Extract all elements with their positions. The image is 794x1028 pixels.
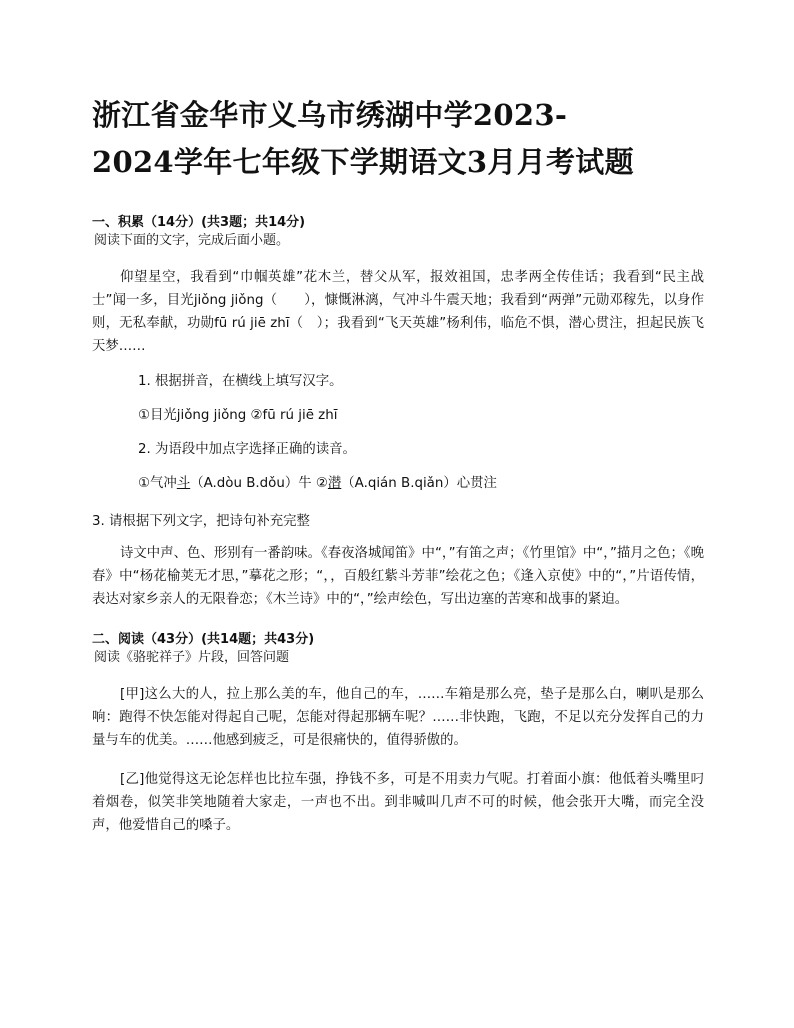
q2-post: （A.qián B.qiǎn）心贯注 [341,476,497,491]
question-1: 1. 根据拼音，在横线上填写汉字。 [138,374,343,389]
section-2-heading: 二、阅读（43分）(共14题；共43分) [92,632,315,647]
section-1-instruction: 阅读下面的文字，完成后面小题。 [94,233,290,248]
title-line-2: 2024学年七年级下学期语文3月月考试题 [92,145,634,179]
document-page [92,92,704,837]
section-1-passage: 仰望星空，我看到“巾帼英雄”花木兰，替父从军，报效祖国，忠孝两全传佳话；我看到“民主战士”闻一多，目光jiǒng jiǒng（ ），慷慨淋漓，气冲斗牛震天地；我看到“两弹”元勋邓稼先，以身作则，无私奉献，功勋fū rú jiē zhī（ ）；我看到“飞天英雄”杨利伟，临危不惧，潜心贯注，担起民族飞天梦…… [92,270,704,354]
section-2-instruction: 阅读《骆驼祥子》片段，回答问题 [94,650,290,665]
section-1-heading: 一、积累（14分）(共3题；共14分) [92,215,306,230]
q2-mid: （A.dòu B.dǒu）牛 ② [190,476,328,491]
document-title [92,92,704,186]
passage-jia: [甲]这么大的人，拉上那么美的车，他自己的车，……车箱是那么亮，垫子是那么白，喇叭是那么响：跑得不快怎能对得起自己呢，怎能对得起那辆车呢？……非快跑，飞跑，不足以充分发挥自己的力量与车的优美。……他感到疲乏，可是很痛快的，值得骄傲的。 [92,687,704,748]
q2-char-1: 斗 [176,476,191,491]
title-line-1: 浙江省金华市义乌市绣湖中学2023- [92,98,568,132]
q2-char-2: 潜 [327,476,342,491]
passage-yi: [乙]他觉得这无论怎样也比拉车强，挣钱不多，可是不用卖力气呢。打着面小旗：他低着头嘴里叼着烟卷，似笑非笑地随着大家走，一声也不出。到非喊叫几声不可的时候，他会张开大嘴，而完全没声，他爱惜自己的嗓子。 [92,772,704,833]
question-3: 3. 请根据下列文字，把诗句补充完整 [92,514,310,529]
question-3-text: 诗文中声、色、形别有一番韵味。《春夜洛城闻笛》中“，”有笛之声；《竹里馆》中“，”描月之色；《晚春》中“杨花榆荚无才思，”摹花之形；“，，百般红紫斗芳菲”绘花之色；《逢入京使》中的“，”片语传情，表达对家乡亲人的无限眷恋；《木兰诗》中的“，”绘声绘色，写出边塞的苦寒和战事的紧迫。 [92,546,704,607]
question-1-items: ①目光jiǒng jiǒng ②fū rú jiē zhī [138,408,338,423]
question-2: 2. 为语段中加点字选择正确的读音。 [138,442,356,457]
question-2-items [138,474,704,494]
q2-pre: ①气冲 [138,476,177,491]
